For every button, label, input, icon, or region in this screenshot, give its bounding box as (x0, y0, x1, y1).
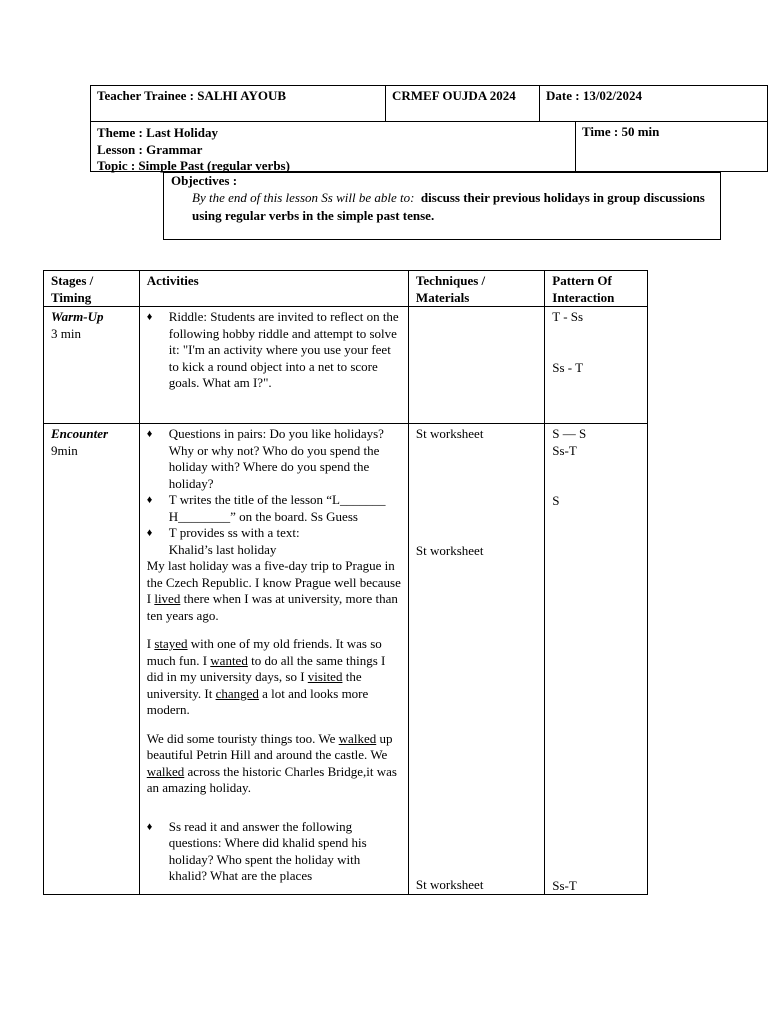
objectives-body (171, 189, 713, 225)
warmup-technique-cell (408, 307, 544, 424)
topic-text: Topic : Simple Past (regular verbs) (97, 158, 290, 173)
regular-verb: stayed (154, 636, 188, 651)
trainee-cell: Teacher Trainee : SALHI AYOUB (90, 85, 386, 122)
warmup-activity-cell (139, 307, 408, 424)
text-title: Khalid’s last holiday (168, 541, 277, 557)
header-pattern: Pattern Of Interaction (545, 271, 648, 307)
text-run: up beautiful Petrin Hill and around the castle. We (146, 730, 393, 762)
activity-4-text: Ss read it and answer the following questions: Where did khalid spend his holiday? Who spent the holiday with khalid? What are the places (168, 818, 367, 883)
table-row-warmup (44, 307, 648, 424)
warmup-pattern-cell (545, 307, 648, 424)
bullet-icon: ♦ (146, 527, 153, 539)
pattern-3: S (552, 493, 560, 508)
warmup-activity (147, 309, 401, 392)
text-run: My last holiday was a five-day trip to Prague in the Czech Republic. I know Prague well because I (146, 558, 401, 606)
technique-1: St worksheet (415, 426, 484, 441)
lesson-header (90, 85, 768, 172)
bullet-icon: ♦ (146, 428, 153, 440)
encounter-activity-1 (147, 426, 401, 492)
pattern-1: S — S (552, 426, 587, 441)
header-row-2 (90, 122, 768, 172)
text-run: with one of my old friends. It was so much fun. I (146, 636, 382, 668)
text-run: the university. It (146, 669, 362, 701)
activity-2-text: T writes the title of the lesson “L_______ H________” on the board. Ss Guess (168, 492, 386, 524)
pattern-2: Ss-T (552, 442, 577, 458)
encounter-technique-cell (408, 424, 544, 895)
regular-verb: lived (154, 591, 181, 606)
bullet-icon: ♦ (146, 494, 153, 506)
encounter-stage-cell (44, 424, 140, 895)
objectives-goal: discuss their previous holidays in group discussions using regular verbs in the simple past tense. (192, 190, 705, 223)
warmup-pattern-2: Ss - T (552, 359, 584, 375)
lesson-text: Lesson : Grammar (97, 141, 203, 157)
encounter-stage: Encounter (51, 426, 109, 441)
regular-verb: changed (215, 685, 259, 701)
lesson-procedure-table (43, 270, 648, 895)
header-row-1 (90, 85, 768, 122)
text-run: I (146, 636, 155, 651)
encounter-activity-3 (147, 525, 401, 542)
regular-verb: visited (307, 669, 343, 684)
text-paragraph-3 (147, 731, 401, 797)
warmup-stage: Warm-Up (51, 309, 104, 324)
text-run: We did some touristy things too. We (146, 730, 339, 746)
text-run: there when I was at university, more than ten years ago. (146, 591, 398, 623)
warmup-stage-cell (44, 307, 140, 424)
objectives-intro: By the end of this lesson Ss will be able to: (192, 190, 415, 205)
warmup-activity-text: Riddle: Students are invited to reflect on the following hobby riddle and attempt to solve it: "I'm an activity where you use your feet to kick a round object into a net to score goals. What am I?". (168, 309, 399, 390)
center-cell: CRMEF OUJDA 2024 (386, 85, 540, 122)
text-paragraph-1 (147, 558, 401, 624)
encounter-activity-cell (139, 424, 408, 895)
header-activities: Activities (139, 271, 408, 307)
encounter-activity-4 (147, 819, 401, 885)
header-stages: Stages / Timing (44, 271, 140, 307)
warmup-pattern-1: T - Ss (552, 309, 584, 324)
regular-verb: walked (338, 730, 377, 746)
bullet-icon: ♦ (146, 311, 153, 323)
regular-verb: wanted (210, 652, 248, 668)
activity-1-text: Questions in pairs: Do you like holidays? Why or why not? Who do you spend the holiday with? Where do you spend the holiday? (168, 426, 384, 491)
header-techniques: Techniques / Materials (408, 271, 544, 307)
time-cell: Time : 50 min (576, 122, 768, 172)
regular-verb: walked (146, 763, 185, 779)
technique-3: St worksheet (415, 877, 484, 892)
technique-2: St worksheet (415, 542, 484, 558)
encounter-activity-2 (147, 492, 401, 525)
text-paragraph-2 (147, 636, 401, 719)
warmup-timing: 3 min (51, 325, 81, 341)
date-cell: Date : 13/02/2024 (540, 85, 768, 122)
table-header-row (44, 271, 648, 307)
activity-3-text: T provides ss with a text: (168, 525, 300, 540)
objectives-title: Objectives : (171, 173, 238, 188)
table-row-encounter (44, 424, 648, 895)
objectives-box (163, 172, 721, 240)
text-run: across the historic Charles Bridge,it was an amazing holiday. (146, 763, 397, 795)
text-run: a lot and looks more modern. (146, 685, 369, 717)
theme-text: Theme : Last Holiday (97, 125, 218, 140)
encounter-pattern-cell (545, 424, 648, 895)
bullet-icon: ♦ (146, 820, 153, 833)
encounter-timing: 9min (51, 442, 78, 458)
text-run: to do all the same things I did in my university days, so I (146, 652, 386, 684)
theme-cell (90, 122, 576, 172)
pattern-4: Ss-T (552, 877, 577, 893)
